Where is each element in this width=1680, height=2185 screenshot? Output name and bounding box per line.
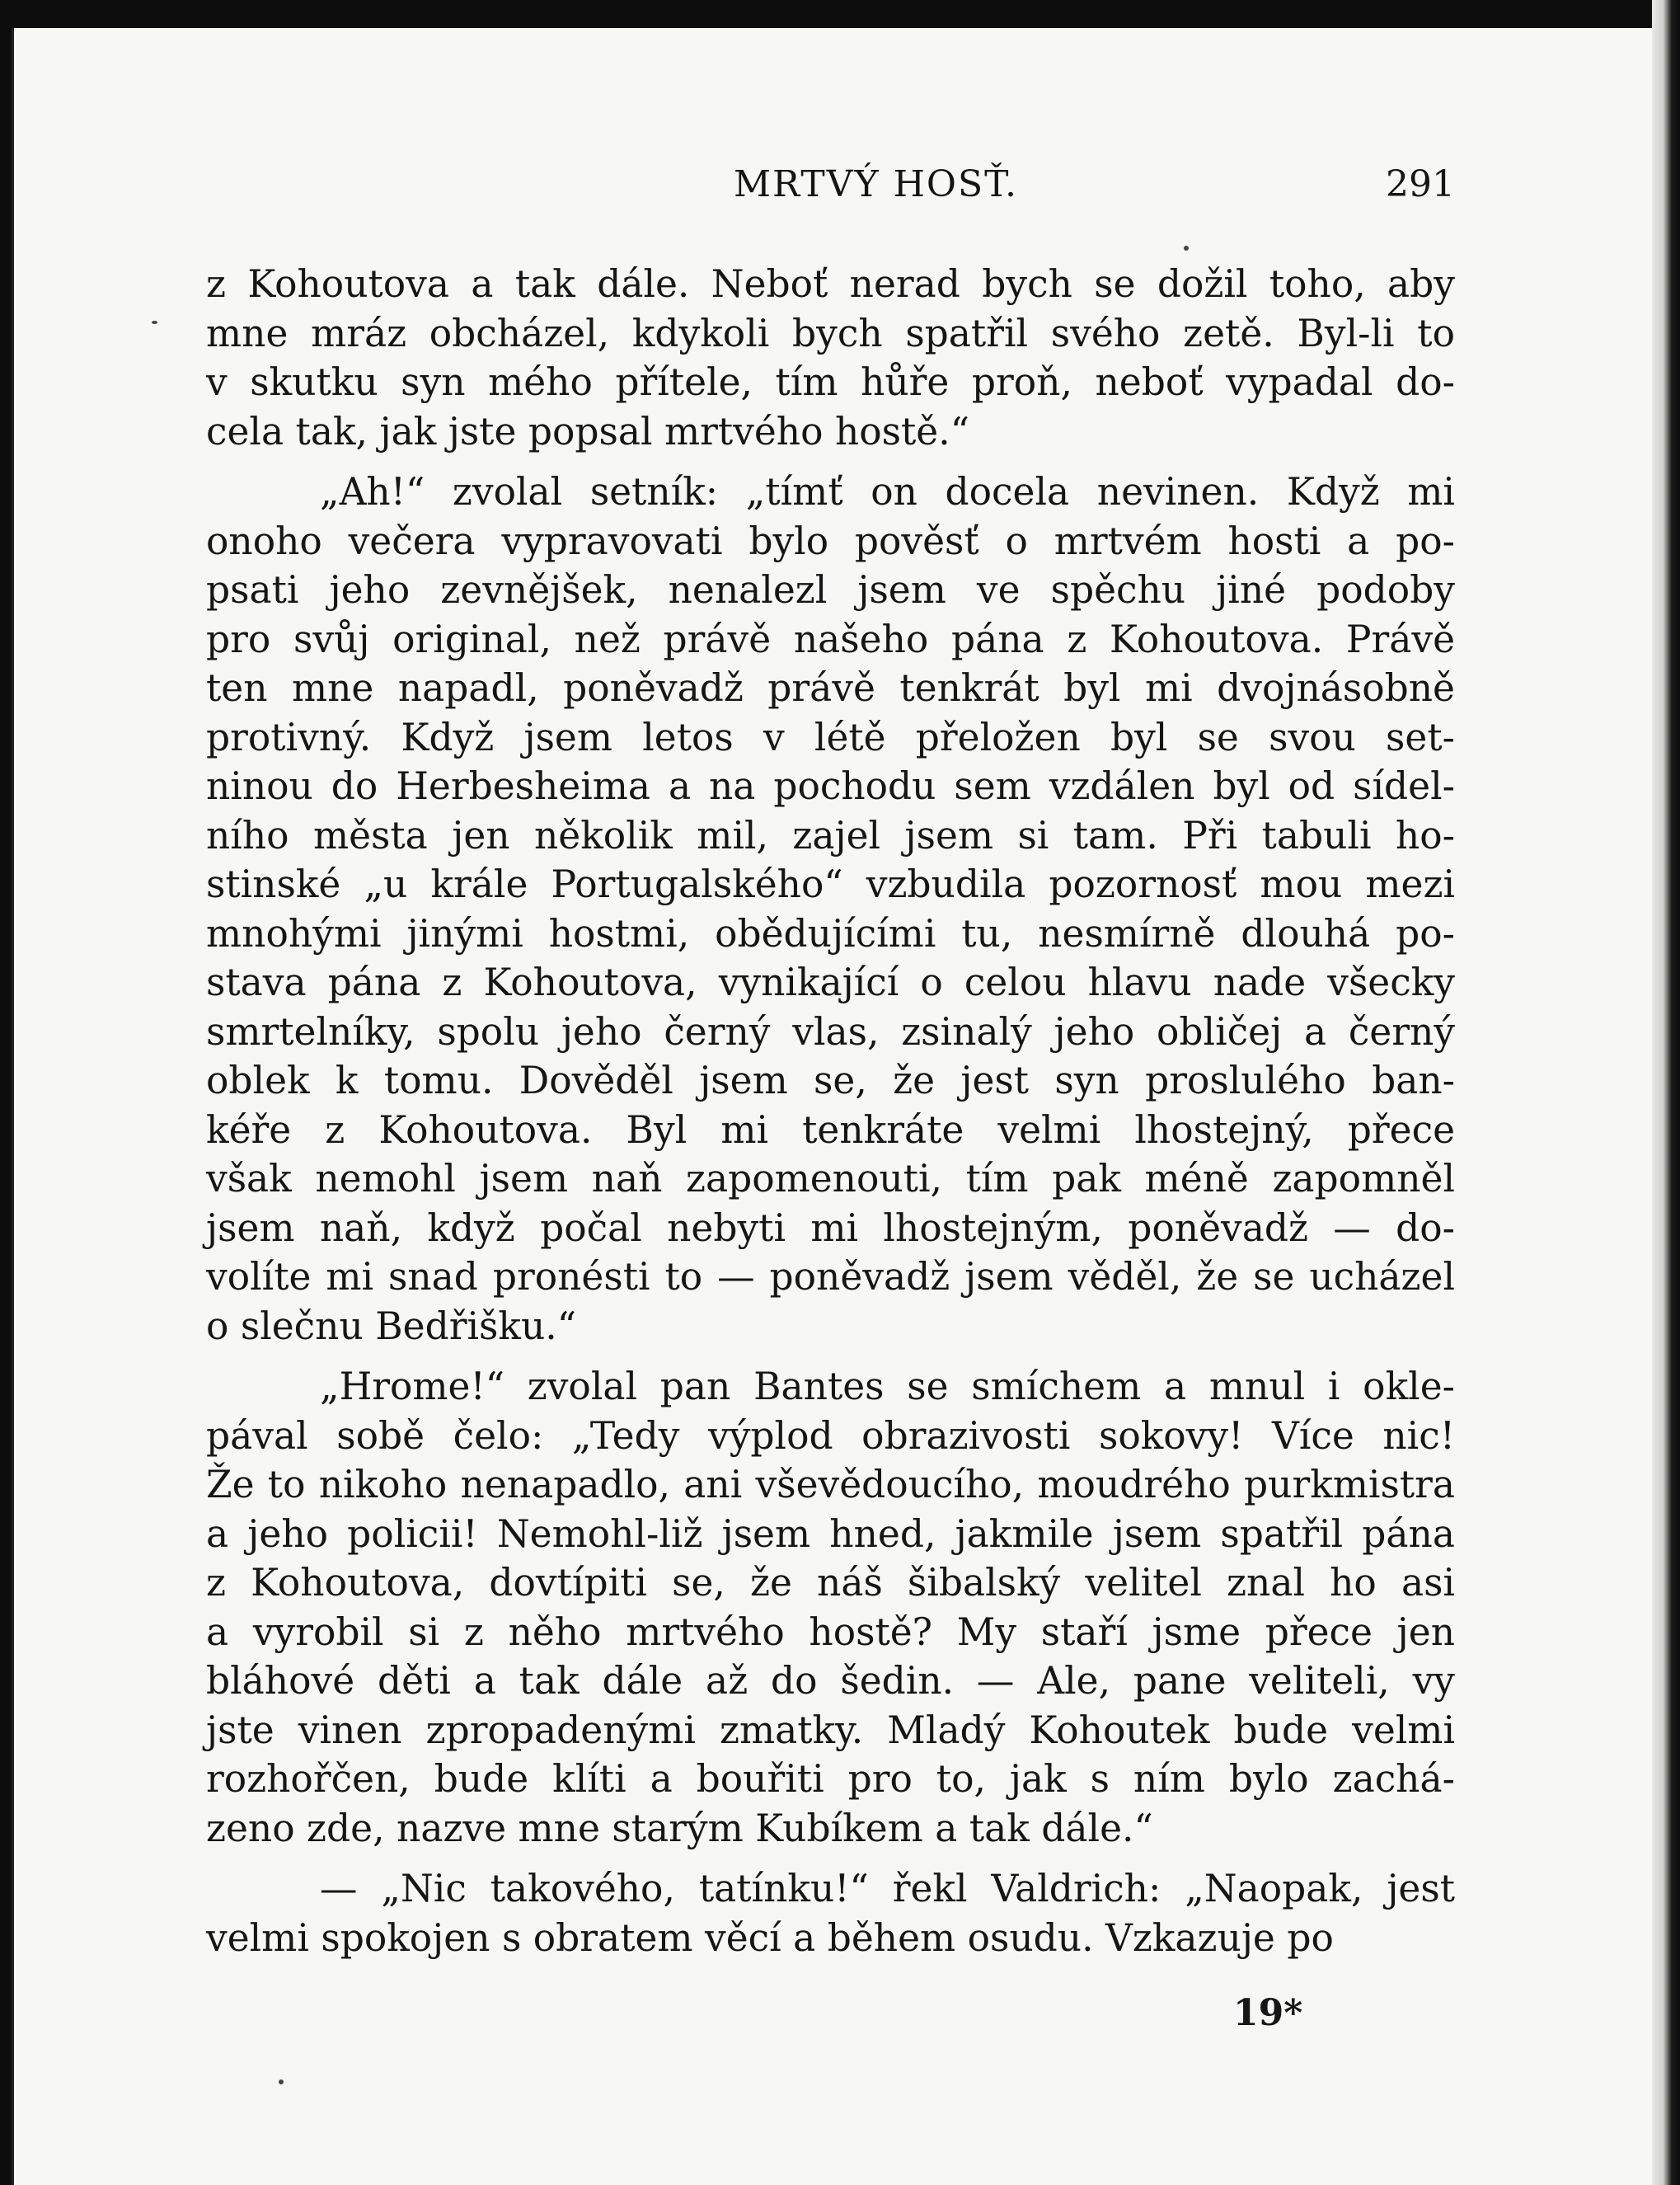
scan-speck	[1184, 246, 1189, 251]
running-title: MRTVÝ HOSŤ.	[734, 163, 1019, 205]
text-line: Že to nikoho nenapadlo, ani vševědoucího, moudrého purkmistra	[206, 1463, 1455, 1506]
text-line: jsem naň, když počal nebyti mi lhostejným, poněvadž — do-	[206, 1205, 1455, 1250]
text-line: „Hrome!“ zvolal pan Bantes se smíchem a mnul i okle-	[320, 1365, 1455, 1408]
text-line: a jeho policii! Nemohl-liž jsem hned, jakmile jsem spatřil pána	[206, 1511, 1455, 1556]
page-number: 291	[1386, 163, 1455, 205]
text-line: stinské „u krále Portugalského“ vzbudila pozornosť mou mezi	[206, 862, 1455, 906]
scan-speck	[152, 321, 157, 324]
text-line: onoho večera vypravovati bylo pověsť o mrtvém hosti a po-	[206, 519, 1455, 563]
paragraph	[206, 1362, 1455, 1853]
text-line: cela tak, jak jste popsal mrtvého hostě.“	[206, 409, 969, 453]
text-line: z Kohoutova, dovtípiti se, že náš šibalský velitel znal ho asi	[206, 1561, 1455, 1605]
text-line: ninou do Herbesheima a na pochodu sem vzdálen byl od sídel-	[206, 764, 1455, 808]
text-line: — „Nic takového, tatínku!“ řekl Valdrich: „Naopak, jest	[320, 1867, 1455, 1910]
text-line: mnohými jinými hostmi, obědujícími tu, nesmírně dlouhá po-	[206, 911, 1455, 956]
text-line: z Kohoutova a tak dále. Neboť nerad bych se dožil toho, aby	[206, 262, 1455, 306]
text-line: pro svůj original, než právě našeho pána z Kohoutova. Právě	[206, 617, 1455, 661]
paragraph	[206, 260, 1455, 456]
text-line: volíte mi snad pronésti to — poněvadž jsem věděl, že se ucházel	[206, 1255, 1455, 1299]
text-line: o slečnu Bedřišku.“	[206, 1304, 576, 1348]
signature-mark: 19*	[1233, 1992, 1303, 2034]
text-line: psati jeho zevnějšek, nenalezl jsem ve spěchu jiné podoby	[206, 568, 1455, 612]
text-line: protivný. Když jsem letos v létě přeložen byl se svou set-	[206, 715, 1455, 759]
text-line: ního města jen několik mil, zajel jsem si tam. Při tabuli ho-	[206, 813, 1455, 858]
text-line: zeno zde, nazve mne starým Kubíkem a tak dále.“	[206, 1806, 1153, 1850]
paragraph	[206, 468, 1455, 1351]
text-line: velmi spokojen s obratem věcí a během osudu. Vzkazuje po	[206, 1915, 1334, 1960]
text-line: „Ah!“ zvolal setník: „tímť on docela nevinen. Když mi	[320, 470, 1455, 514]
text-line: stava pána z Kohoutova, vynikající o celou hlavu nade všecky	[206, 961, 1455, 1004]
paragraph	[206, 1864, 1455, 1962]
text-line: v skutku syn mého přítele, tím hůře proň, neboť vypadal do-	[206, 360, 1455, 404]
text-line: pával sobě čelo: „Tedy výplod obrazivosti sokovy! Více nic!	[206, 1413, 1455, 1458]
text-line: však nemohl jsem naň zapomenouti, tím pak méně zapomněl	[206, 1157, 1455, 1201]
text-line: mne mráz obcházel, kdykoli bych spatřil svého zetě. Byl-li to	[206, 311, 1455, 355]
text-line: smrtelníky, spolu jeho černý vlas, zsinalý jeho obličej a černý	[206, 1009, 1455, 1054]
text-line: rozhořčen, bude klíti a bouřiti pro to, jak s ním bylo zachá-	[206, 1757, 1455, 1801]
page-header	[206, 163, 1455, 204]
text-line: kéře z Kohoutova. Byl mi tenkráte velmi lhostejný, přece	[206, 1107, 1455, 1152]
page-edge	[1652, 0, 1680, 2185]
text-line: bláhové děti a tak dále až do šedin. — Ale, pane veliteli, vy	[206, 1659, 1455, 1703]
text-line: oblek k tomu. Dověděl jsem se, že jest syn proslulého ban-	[206, 1059, 1455, 1102]
body-text	[206, 260, 1455, 1962]
text-line: jste vinen zpropadenými zmatky. Mladý Kohoutek bude velmi	[206, 1708, 1455, 1752]
text-line: a vyrobil si z něho mrtvého hostě? My staří jsme přece jen	[206, 1609, 1455, 1654]
scan-speck	[279, 2079, 284, 2084]
text-line: ten mne napadl, poněvadž právě tenkrát byl mi dvojnásobně	[206, 666, 1455, 710]
